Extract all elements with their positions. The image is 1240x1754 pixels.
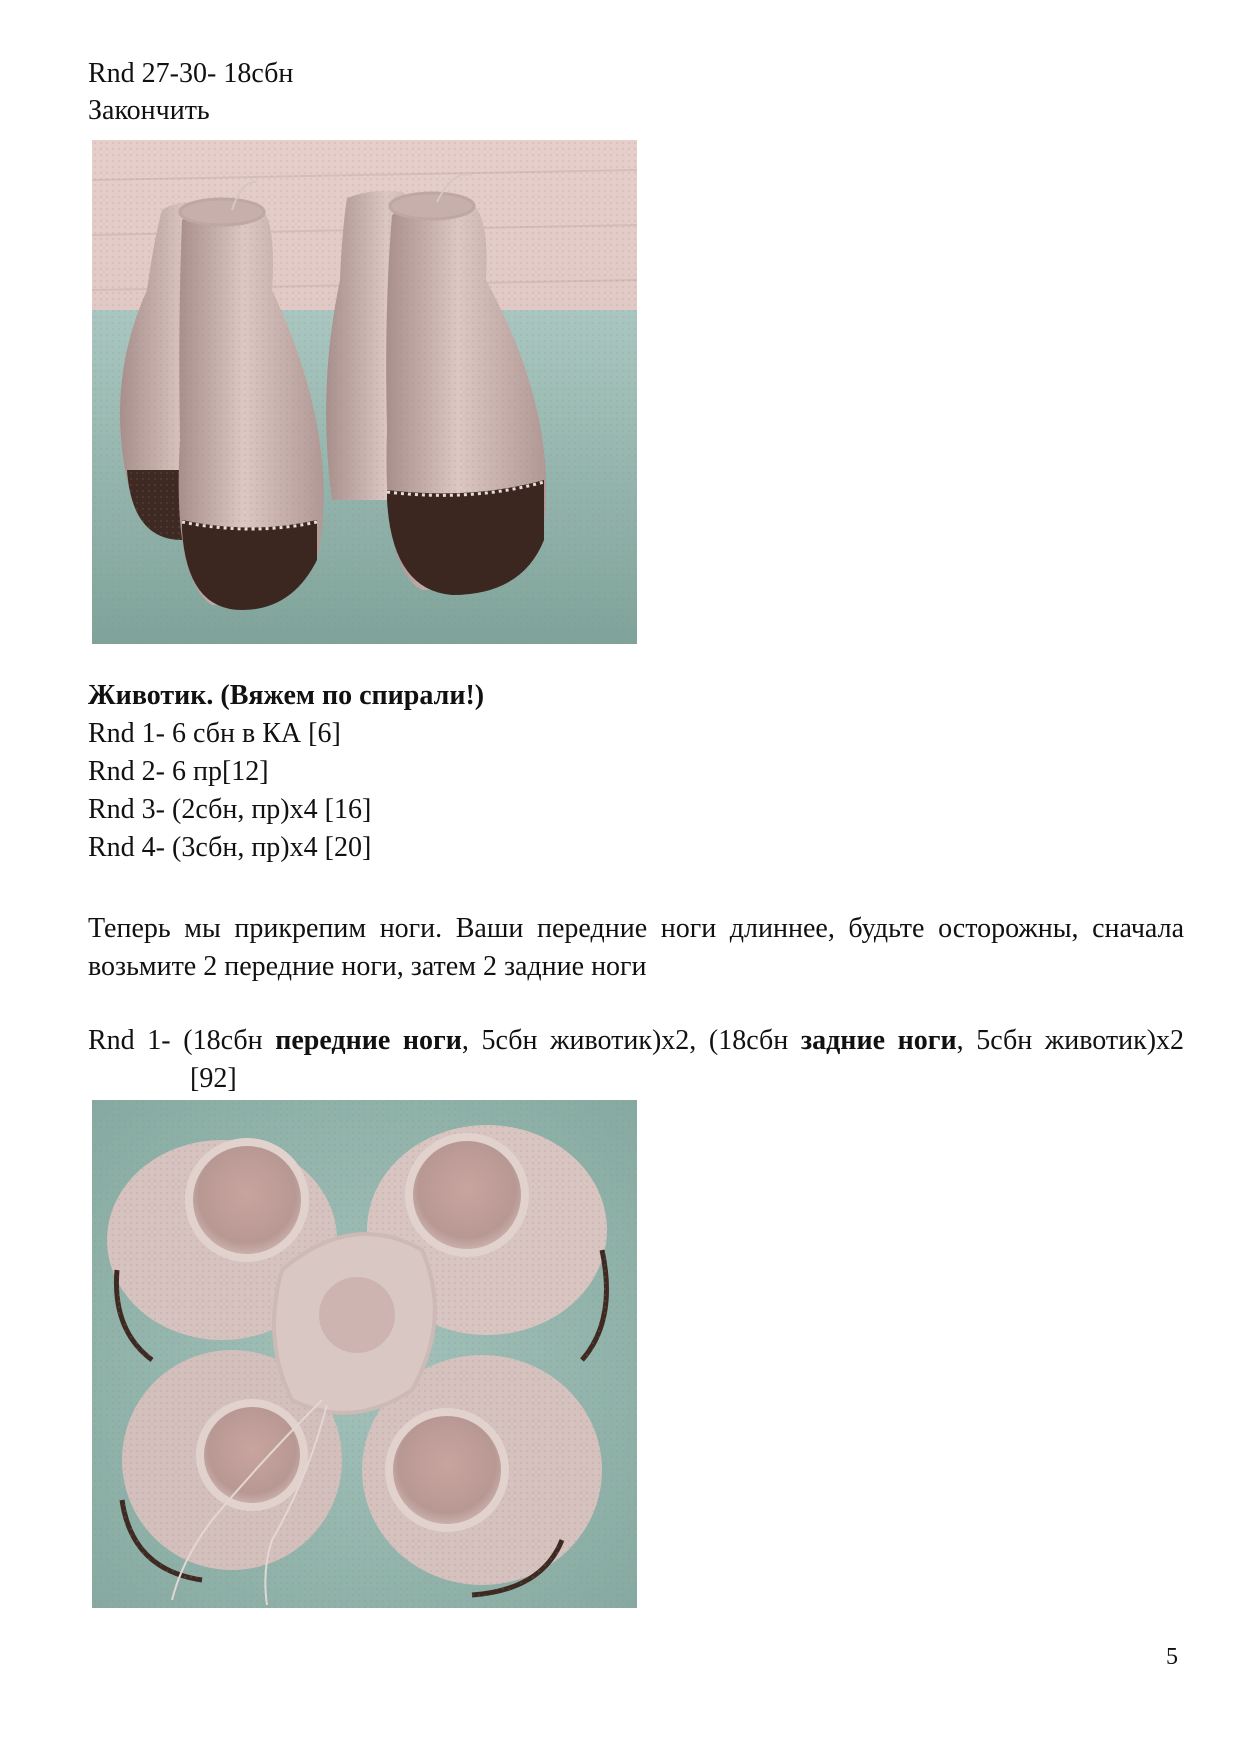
attach-round-1 bbox=[88, 1022, 1184, 1098]
stitch-count: [92] bbox=[190, 1063, 237, 1094]
belly-round-3: Rnd 3- (2сбн, пр)х4 [16] bbox=[88, 794, 372, 825]
finish-line: Закончить bbox=[88, 95, 210, 126]
round-27-30-line: Rnd 27-30- 18сбн bbox=[88, 58, 294, 89]
page-number: 5 bbox=[1166, 1644, 1178, 1670]
belly-round-2: Rnd 2- 6 пр[12] bbox=[88, 756, 269, 787]
back-legs-text: задние ноги bbox=[800, 1025, 957, 1056]
legs-joined-belly-photo bbox=[92, 1100, 637, 1608]
crocheted-legs-photo bbox=[92, 140, 637, 644]
attach-round-1-part2: , 5сбн животик)х2, (18сбн bbox=[461, 1025, 801, 1056]
attach-round-1-part3: , 5сбн животик)х2 bbox=[956, 1025, 1185, 1056]
belly-heading: Животик. (Вяжем по спирали!) bbox=[88, 680, 485, 711]
attach-round-1-part1: Rnd 1- (18сбн bbox=[88, 1025, 276, 1056]
front-legs-text: передние ноги bbox=[275, 1025, 462, 1056]
belly-round-1: Rnd 1- 6 сбн в КА [6] bbox=[88, 718, 341, 749]
attach-legs-paragraph: Теперь мы прикрепим ноги. Ваши передние ноги длиннее, будьте осторожны, сначала возьмите 2 передние ноги, затем 2 задние ноги bbox=[88, 913, 1184, 982]
belly-round-4: Rnd 4- (3сбн, пр)х4 [20] bbox=[88, 832, 372, 863]
